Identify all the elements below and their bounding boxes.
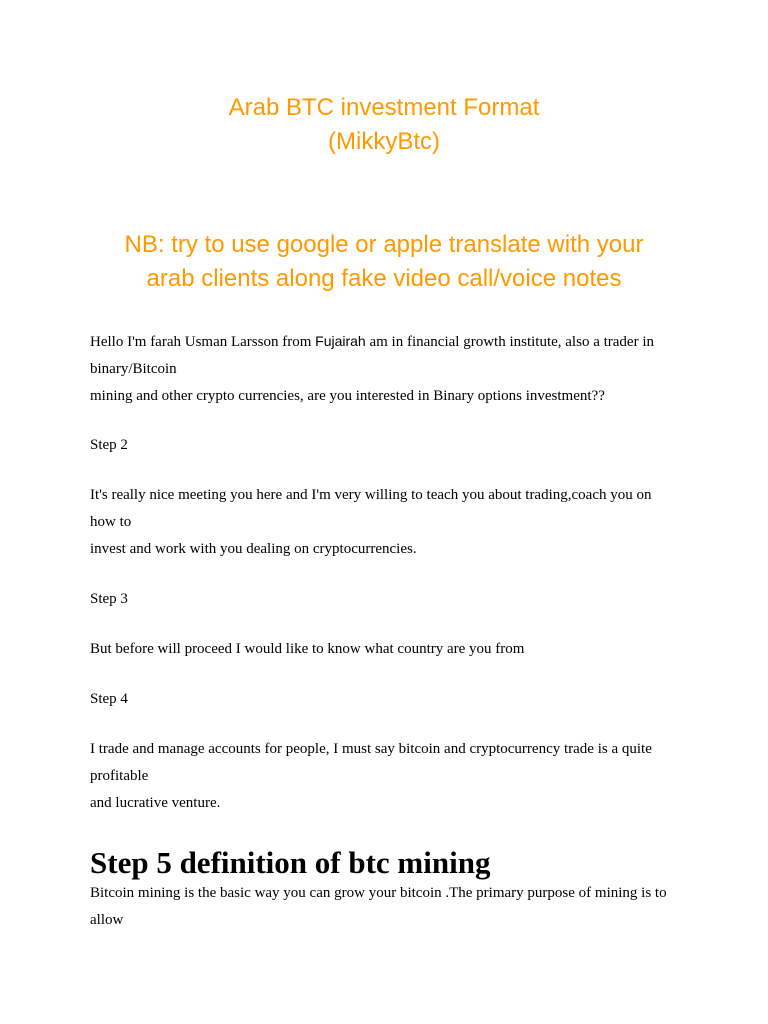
- translation-note-line-2: arab clients along fake video call/voice notes: [146, 265, 622, 292]
- step-3-label: Step 3: [90, 591, 128, 607]
- document-title-line-1: Arab BTC investment Format: [228, 94, 540, 121]
- intro-line-1: [90, 328, 680, 356]
- intro-paragraph: [90, 328, 680, 410]
- step-5-heading: Step 5 definition of btc mining: [90, 845, 491, 880]
- step-4-line-3: and lucrative venture.: [90, 795, 221, 811]
- step-5-line-1: Bitcoin mining is the basic way you can grow your bitcoin .The primary purpose of mining is to: [90, 885, 667, 901]
- translation-note: [0, 228, 768, 296]
- step-5-line-2: allow: [90, 912, 124, 928]
- intro-place-name: Fujairah: [315, 333, 366, 349]
- step-2-label: Step 2: [90, 437, 128, 453]
- step-4-line-1: I trade and manage accounts for people, I must say bitcoin and cryptocurrency trade is a quite: [90, 741, 652, 757]
- intro-line-2: binary/Bitcoin: [90, 361, 177, 377]
- step-2-line-3: invest and work with you dealing on cryptocurrencies.: [90, 541, 417, 557]
- step-3-line-1: But before will proceed I would like to know what country are you from: [90, 641, 525, 657]
- step-4-paragraph: [90, 736, 680, 817]
- step-5-paragraph: [90, 880, 680, 934]
- document-title-line-2: (MikkyBtc): [328, 128, 440, 155]
- step-3-paragraph: [90, 636, 680, 663]
- step-4-label: Step 4: [90, 691, 128, 707]
- intro-line-1-start: Hello I'm farah Usman Larsson from: [90, 334, 316, 350]
- intro-line-3: mining and other crypto currencies, are you interested in Binary options investment??: [90, 388, 605, 404]
- step-4-line-2: profitable: [90, 768, 149, 784]
- document-title: [0, 91, 768, 159]
- step-2-line-1: It's really nice meeting you here and I'm very willing to teach you about trading,coach you on: [90, 487, 652, 503]
- translation-note-line-1: NB: try to use google or apple translate with your: [124, 231, 644, 258]
- intro-line-1-end: am in financial growth institute, also a trader in: [365, 334, 654, 350]
- step-2-line-2: how to: [90, 514, 132, 530]
- step-2-paragraph: [90, 482, 680, 563]
